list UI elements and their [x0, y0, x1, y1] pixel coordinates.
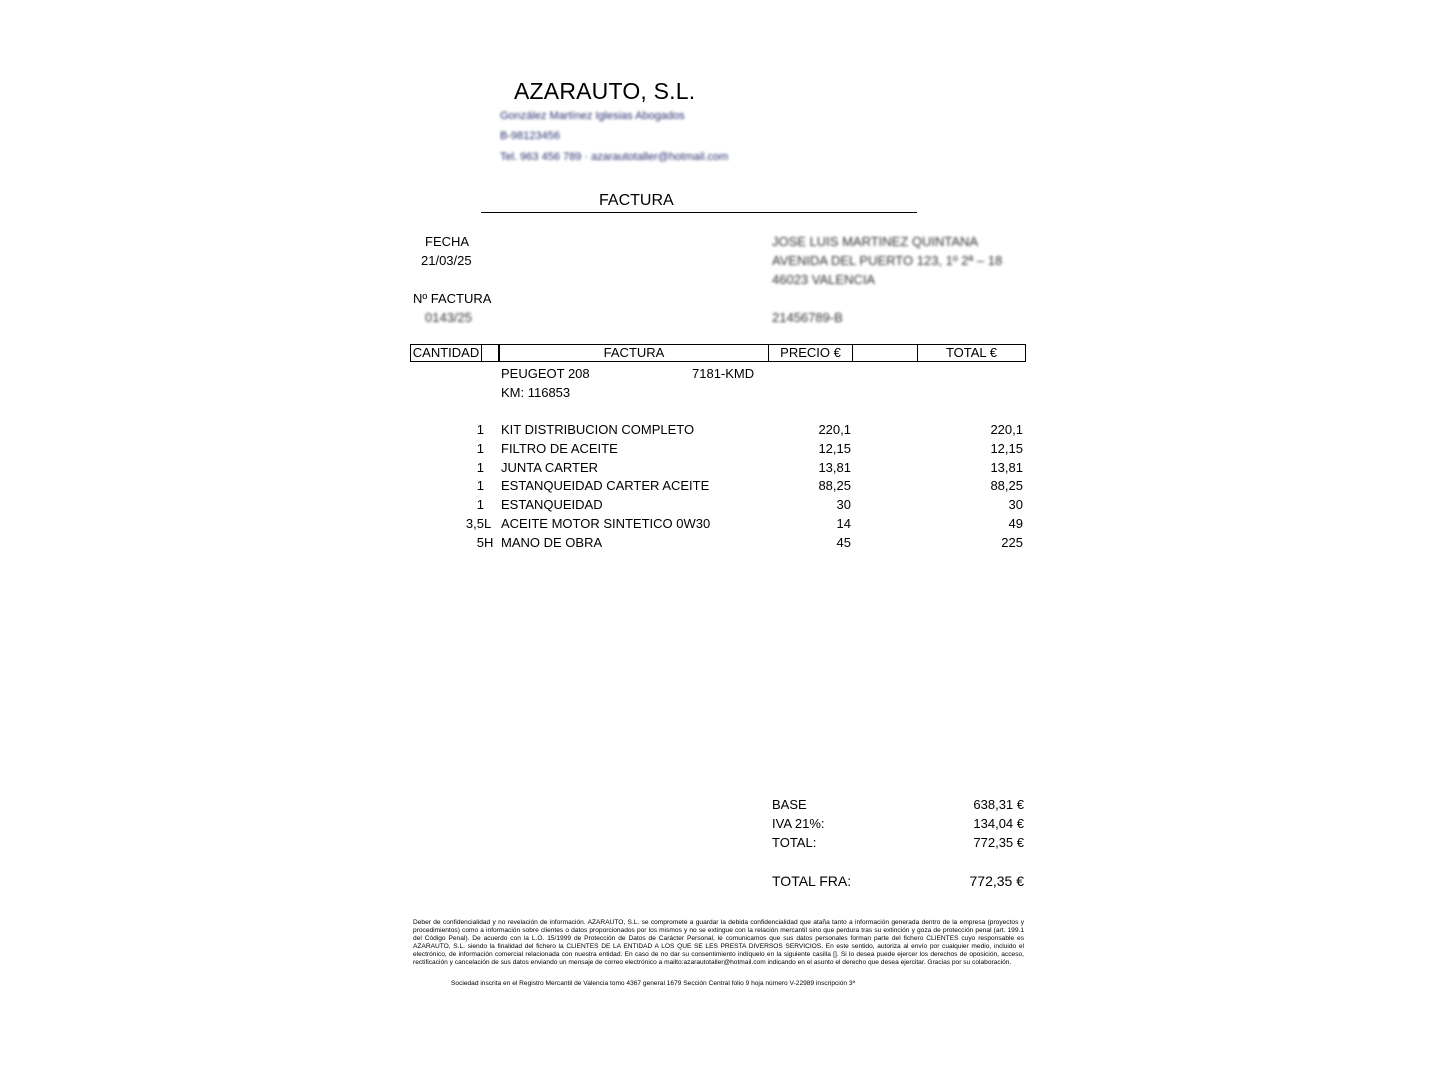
vehicle-row	[410, 366, 1026, 385]
company-name: AZARAUTO, S.L.	[514, 78, 696, 104]
fecha-label: FECHA	[425, 234, 470, 249]
base-value: 638,31 €	[973, 797, 1024, 812]
totals-total-row	[772, 835, 1024, 853]
line-desc: ACEITE MOTOR SINTETICO 0W30	[501, 516, 711, 531]
client-address: AVENIDA DEL PUERTO 123, 1º 2ª – 18	[772, 253, 1003, 268]
totals-base-row	[772, 797, 1024, 815]
line-unit: L	[484, 516, 492, 531]
line-price: 45	[836, 535, 851, 550]
client-name: JOSE LUIS MARTINEZ QUINTANA	[772, 234, 979, 249]
table-row	[410, 497, 1026, 516]
items-table-header	[410, 344, 1026, 362]
line-price: 88,25	[818, 478, 851, 493]
total-fra-label: TOTAL FRA:	[772, 873, 852, 889]
line-total: 30	[1008, 497, 1023, 512]
line-qty: 1	[476, 460, 484, 475]
line-desc: ESTANQUEIDAD CARTER ACEITE	[501, 478, 710, 493]
table-row	[410, 535, 1026, 554]
line-total: 49	[1008, 516, 1023, 531]
fecha-value: 21/03/25	[421, 253, 472, 268]
line-total: 225	[1001, 535, 1023, 550]
table-row	[410, 516, 1026, 535]
vehicle-km: KM: 116853	[501, 385, 571, 400]
line-desc: FILTRO DE ACEITE	[501, 441, 618, 456]
line-qty: 3,5	[465, 516, 484, 531]
line-qty: 5	[476, 535, 484, 550]
iva-label: IVA 21%:	[772, 816, 825, 831]
totals-iva-row	[772, 816, 1024, 834]
line-price: 13,81	[818, 460, 851, 475]
header-cantidad: CANTIDAD	[411, 345, 482, 361]
header-precio: PRECIO €	[769, 345, 853, 361]
line-desc: JUNTA CARTER	[501, 460, 599, 475]
total-value: 772,35 €	[973, 835, 1024, 850]
client-city: 46023 VALENCIA	[772, 272, 876, 287]
header-total: TOTAL €	[945, 345, 998, 360]
iva-value: 134,04 €	[973, 816, 1024, 831]
line-price: 220,1	[818, 422, 851, 437]
company-contact-line: Tel. 963 456 789 · azarautotaller@hotmail.com	[500, 151, 729, 163]
table-row	[410, 460, 1026, 479]
line-desc: MANO DE OBRA	[501, 535, 603, 550]
line-qty: 1	[476, 497, 484, 512]
line-total: 13,81	[990, 460, 1023, 475]
line-qty: 1	[476, 478, 484, 493]
invoice-number-label: Nº FACTURA	[413, 291, 492, 306]
line-total: 88,25	[990, 478, 1023, 493]
header-factura: FACTURA	[499, 345, 769, 361]
document-title: FACTURA	[599, 192, 674, 209]
line-price: 12,15	[818, 441, 851, 456]
vehicle-model: PEUGEOT 208	[501, 366, 590, 381]
company-owner-line: González Martínez Iglesias Abogados	[500, 110, 685, 122]
company-cif-line: B-98123456	[500, 130, 560, 142]
line-total: 220,1	[990, 422, 1023, 437]
line-desc: KIT DISTRIBUCION COMPLETO	[501, 422, 695, 437]
table-row	[410, 441, 1026, 460]
line-desc: ESTANQUEIDAD	[501, 497, 603, 512]
line-total: 12,15	[990, 441, 1023, 456]
total-fra-value: 772,35 €	[969, 873, 1024, 889]
line-qty: 1	[476, 422, 484, 437]
total-label: TOTAL:	[772, 835, 817, 850]
vehicle-km-row	[410, 385, 1026, 404]
title-divider	[481, 212, 917, 213]
header-unit	[482, 345, 499, 361]
table-row	[410, 478, 1026, 497]
table-row	[410, 422, 1026, 441]
client-nif: 21456789-B	[772, 310, 843, 325]
line-unit: H	[484, 535, 494, 550]
registry-notice: Sociedad inscrita en el Registro Mercantil de Valencia tomo 4367 general 1679 Sección Central folio 9 hoja número V-22989 inscripción 3ª	[451, 980, 856, 987]
line-price: 14	[836, 516, 851, 531]
header-blank	[853, 345, 918, 361]
totals-fra-row	[772, 873, 1024, 891]
line-price: 30	[836, 497, 851, 512]
base-label: BASE	[772, 797, 807, 812]
vehicle-plate: 7181-KMD	[692, 366, 755, 381]
invoice-number-value: 0143/25	[425, 310, 472, 325]
legal-notice: Deber de confidencialidad y no revelación de información. AZARAUTO, S.L. se compromete a guardar la debida confidencialidad que ataña tanto a información generada dentro de la empresa (proyectos y procedimientos) como a información sobre clientes o datos proporcionados por los mismos y no se extingue con la relación mercantil sino que perdura tras su extinción y goza de protección penal (art. 199.1 del Código Penal). De acuerdo con la L.O. 15/1999 de Protección de Datos de Carácter Personal, le comunicamos que sus datos personales forman parte del fichero CLIENTES cuyo responsable es AZARAUTO, S.L. siendo la finalidad del fichero la CLIENTES DE LA ENTIDAD A LOS QUE SE LES PRESTA DIVERSOS SERVICIOS. En este sentido, autoriza al envío por cualquier medio, incluido el electrónico, de información comercial relacionada con nuestra entidad. En caso de no dar su consentimiento indíquelo en la siguiente casilla []. Si lo desea puede ejercer los derechos de oposición, acceso, rectificación y cancelación de sus datos enviando un mensaje de correo electrónico a mailto:azarautotaller@hotmail.com indicando en el asunto el derecho que desea ejercitar. Gracias por su colaboración.	[413, 919, 1024, 967]
line-qty: 1	[476, 441, 484, 456]
